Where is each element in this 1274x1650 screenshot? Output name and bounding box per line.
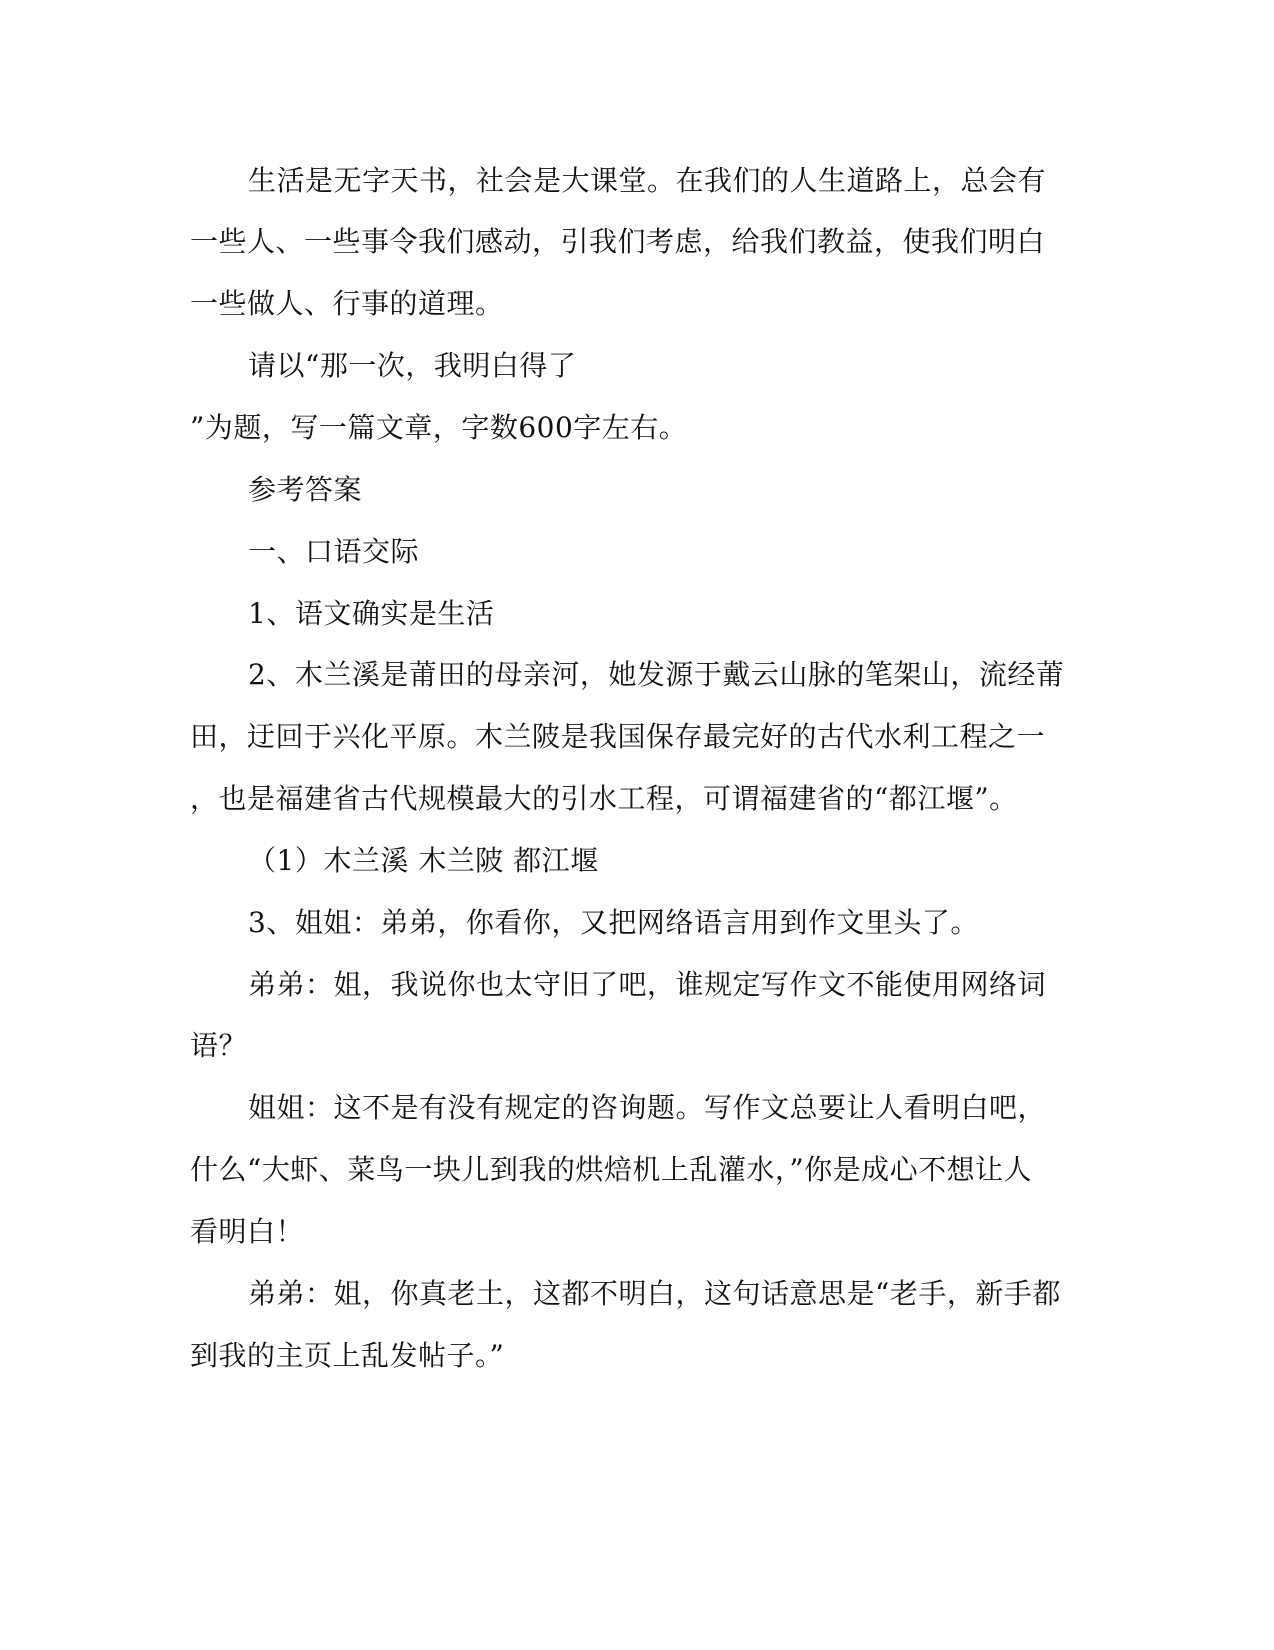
list-item: 3、姐姐：弟弟，你看你，又把网络语言用到作文里头了。	[248, 906, 979, 939]
answer-heading: 参考答案	[248, 473, 363, 506]
dialog-line: 什么“大虾、菜鸟一块儿到我的烘焙机上乱灌水，”你是成心不想让人	[190, 1153, 1033, 1186]
section-heading: 一、口语交际	[248, 535, 420, 568]
paragraph-line: 一些做人、行事的道理。	[190, 287, 504, 320]
dialog-line: 语？	[190, 1029, 248, 1062]
paragraph-line: 一些人、一些事令我们感动，引我们考虑，给我们教益，使我们明白	[190, 225, 1046, 258]
dialog-line: 到我的主页上乱发帖子。”	[190, 1339, 505, 1372]
sub-item: （1）木兰溪 木兰陂 都江堰	[248, 844, 599, 877]
paragraph-line: ”为题，写一篇文章，字数600字左右。	[190, 411, 688, 444]
dialog-line: 姐姐：这不是有没有规定的咨询题。写作文总要让人看明白吧，	[248, 1091, 1047, 1124]
dialog-line: 看明白！	[190, 1215, 305, 1248]
paragraph-line: 2、木兰溪是莆田的母亲河，她发源于戴云山脉的笔架山，流经莆	[248, 658, 1065, 691]
dialog-line: 弟弟：姐，我说你也太守旧了吧，谁规定写作文不能使用网络词	[248, 968, 1047, 1001]
dialog-line: 弟弟：姐，你真老土，这都不明白，这句话意思是“老手，新手都	[248, 1277, 1061, 1310]
paragraph-line: 请以“那一次，我明白得了	[248, 349, 577, 382]
paragraph-line: 田，迂回于兴化平原。木兰陂是我国保存最完好的古代水利工程之一	[190, 720, 1046, 753]
list-item: 1、语文确实是生活	[248, 597, 495, 630]
paragraph-line: 生活是无字天书，社会是大课堂。在我们的人生道路上，总会有	[248, 164, 1047, 197]
paragraph-line: ，也是福建省古代规模最大的引水工程，可谓福建省的“都江堰”。	[190, 782, 1018, 815]
